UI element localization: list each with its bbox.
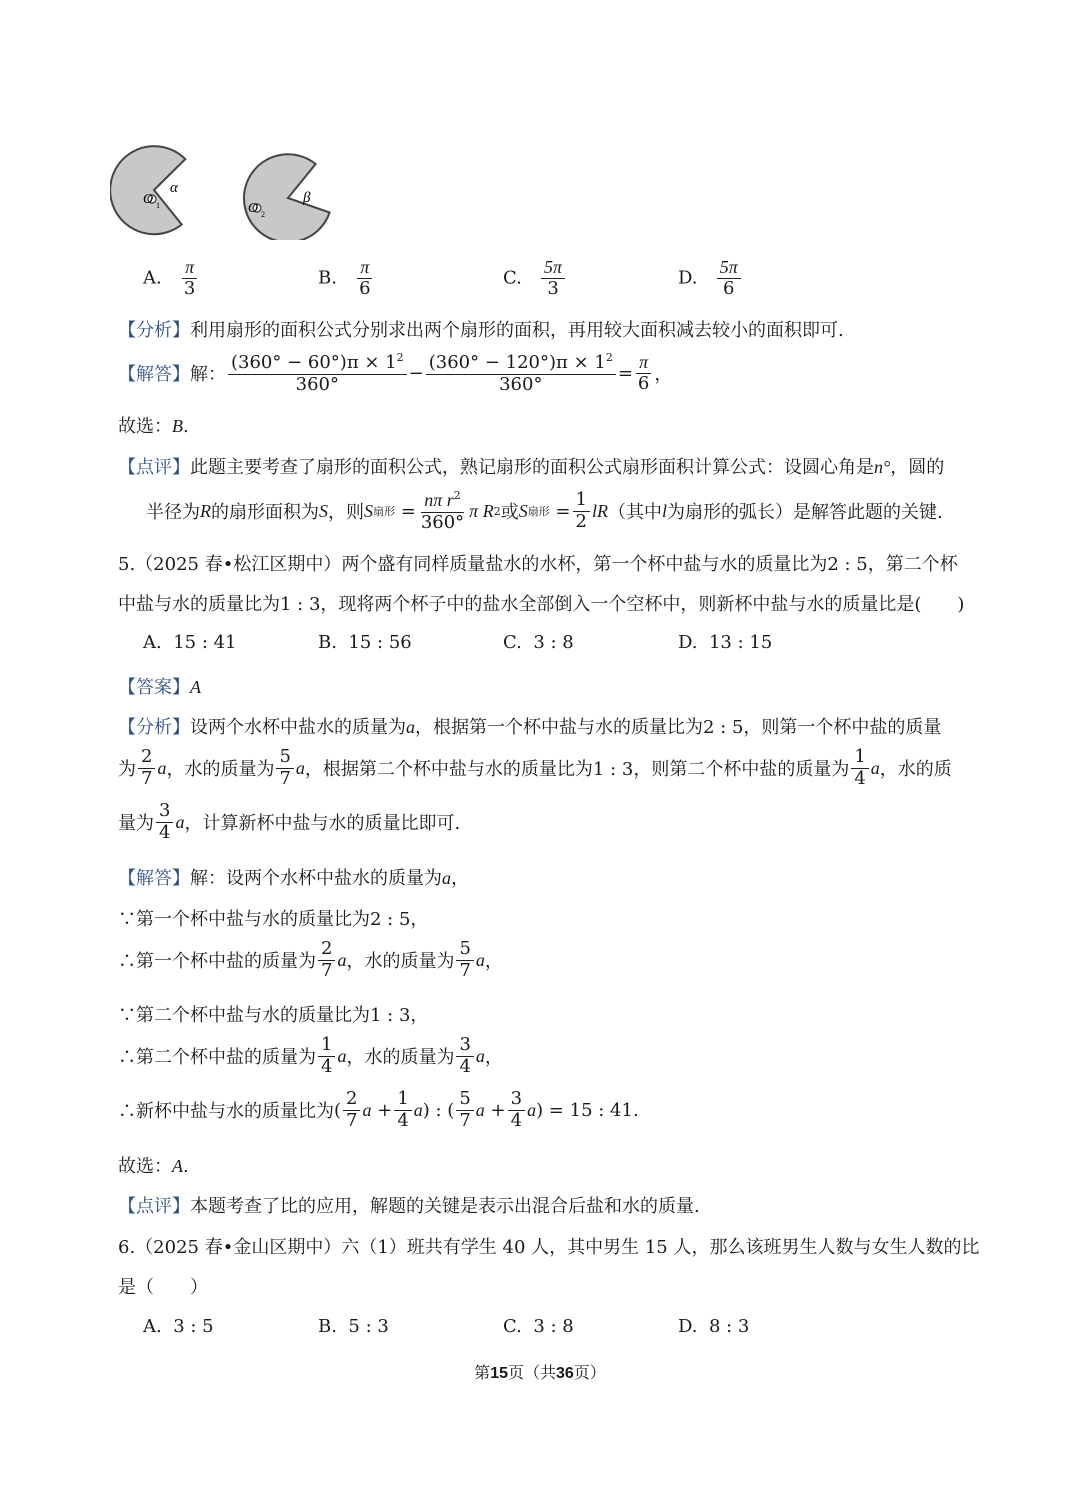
page-footer: 第15页（共36页）: [474, 1363, 606, 1382]
alpha-label: α: [170, 180, 178, 196]
q5-solution-line2: ∵第一个杯中盐与水的质量比为2 : 5，: [118, 909, 429, 930]
q4-solution: 【解答】 解： $\frac{(360^\circ - 60^\circ)\pi \times 1^2}{360^\circ}$ − $\frac{(360^\circ - 120^\circ)\pi \times 1^2}{360^\circ}$ = $\frac{\pi}{6}$ ，: [118, 351, 673, 395]
q5-comment: 【点评】本题考查了比的应用，解题的关键是表示出混合后盐和水的质量.: [118, 1196, 700, 1217]
q5-analysis-line1: 【分析】设两个水杯中盐水的质量为a，根据第一个杯中盐与水的质量比为2 : 5，则第一个杯中盐的质量: [118, 717, 942, 738]
q5-answer: 【答案】A: [118, 677, 201, 698]
q5-option-a: A. 15 : 41: [143, 632, 237, 653]
q5-option-b: B. 15 : 56: [318, 632, 412, 653]
q4-comment-line1: 【点评】此题主要考查了扇形的面积公式，熟记扇形的面积公式扇形面积计算公式：设圆心角是n°，圆的: [118, 457, 945, 478]
q6-stem-line2: 是（ ）: [118, 1277, 208, 1298]
q5-solution-line5: ∴第二个杯中盐的质量为 $\frac{1}{4}$ a ，水的质量为 $\frac{3}{4}$ a ，: [118, 1034, 503, 1077]
q5-option-d: D. 13 : 15: [678, 632, 773, 653]
sector-figure: [110, 140, 350, 240]
q5-solution-line4: ∵第二个杯中盐与水的质量比为1 : 3，: [118, 1005, 429, 1026]
q5-option-c: C. 3 : 8: [503, 632, 574, 653]
q4-option-c: C. $\frac{5\pi}{3}$: [503, 258, 567, 299]
q5-stem-line1: 5.（2025 春•松江区期中）两个盛有同样质量盐水的水杯，第一个杯中盐与水的质量比为2 : 5，第二个杯: [118, 554, 958, 575]
q4-option-b: B. $\frac{\pi}{6}$: [318, 257, 371, 299]
q5-choose: 故选：A.: [118, 1156, 189, 1177]
center1-sub: 1: [156, 201, 160, 210]
q5-solution-line6: ∴新杯中盐与水的质量比为 ( $\frac{2}{7}$ a + $\frac{1}{4}$ a ) : ( $\frac{5}{7}$ a + $\frac{3}{4}$ a ) = 15 : 41 .: [118, 1088, 639, 1131]
beta-label: β: [303, 190, 311, 206]
q6-stem-line1: 6.（2025 春•金山区期中）六（1）班共有学生 40 人，其中男生 15 人，那么该班男生人数与女生人数的比: [118, 1237, 980, 1258]
q5-stem-line2: 中盐与水的质量比为1 : 3，现将两个杯子中的盐水全部倒入一个空杯中，则新杯中盐与水的质量比是( ): [118, 594, 965, 615]
q4-option-d: D. $\frac{5\pi}{6}$: [678, 258, 743, 299]
q5-analysis-line3: 量为 $\frac{3}{4}$ a ，计算新杯中盐与水的质量比即可.: [118, 800, 461, 843]
center2-label: O: [248, 201, 259, 216]
q6-option-d: D. 8 : 3: [678, 1316, 750, 1337]
q4-choose: 故选：B.: [118, 416, 189, 437]
q6-option-a: A. 3 : 5: [143, 1316, 214, 1337]
q4-analysis: 【分析】利用扇形的面积公式分别求出两个扇形的面积，再用较大面积减去较小的面积即可.: [118, 320, 844, 341]
q5-analysis-line2: 为 $\frac{2}{7}$ a ，水的质量为 $\frac{5}{7}$ a ，根据第二个杯中盐与水的质量比为1 : 3，则第二个杯中盐的质量为 $\frac{1}{4}$ a ，水的质: [118, 746, 952, 789]
q6-option-b: B. 5 : 3: [318, 1316, 389, 1337]
q4-option-a: A. $\frac{\pi}{3}$: [143, 257, 196, 299]
q4-comment-line2: 半径为 R 的扇形面积为 S ，则 S 扇形 = $\frac{n\pi r^2}{360^\circ}$ π R 2 或 S 扇形 = $\frac{1}{2}$ lR （其中 l 为扇形的弧长）是解答此题的关键.: [146, 489, 943, 533]
q5-solution-line1: 【解答】解：设两个水杯中盐水的质量为a，: [118, 868, 469, 889]
center1-label: O: [143, 192, 154, 207]
sector-2: [244, 154, 330, 240]
q5-solution-line3: ∴第一个杯中盐的质量为 $\frac{2}{7}$ a ，水的质量为 $\frac{5}{7}$ a ，: [118, 938, 503, 981]
q6-option-c: C. 3 : 8: [503, 1316, 574, 1337]
center2-sub: 2: [261, 210, 265, 219]
